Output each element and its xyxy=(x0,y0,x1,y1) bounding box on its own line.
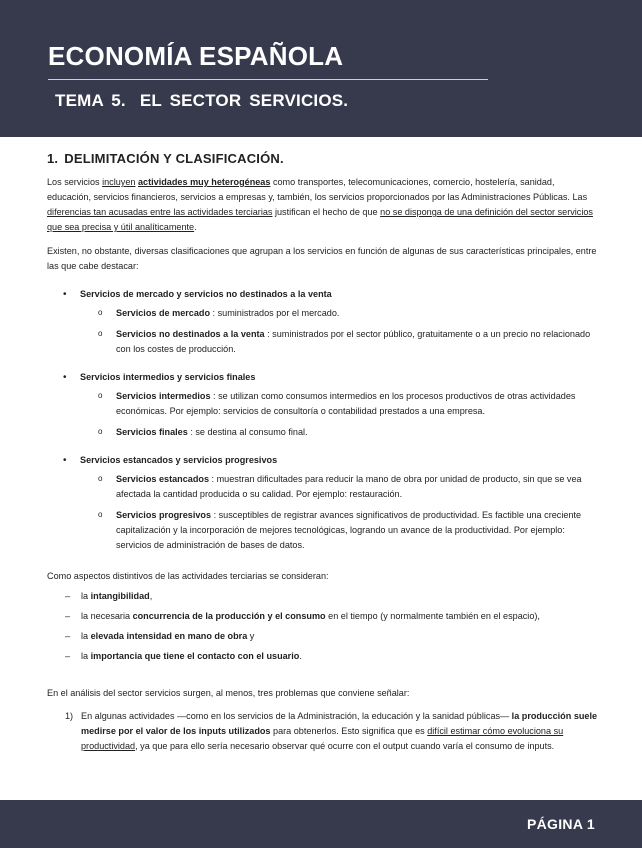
list-item: – la importancia que tiene el contacto con el usuario. xyxy=(47,649,599,664)
list-item: 1) En algunas actividades —como en los servicios de la Administración, la educación y la sanidad públicas— la producción suele medirse por el valor de los inputs utilizados para obtenerlos. Esto significa que es difícil estimar cómo evoluciona su productividad, ya que para ello sería necesario observar qué ocurre con el output cuando varía el consumo de inputs. xyxy=(65,711,598,751)
list-item: o Servicios progresivos : susceptibles de registrar avances significativos de productividad. Es factible una creciente capitalización y la incorporación de mejores tecnológicas, logrando un avance de la productividad. Por ejemplo: servicios de administración de bases de datos. xyxy=(80,508,599,553)
list-item: o Servicios estancados : muestran dificultades para reducir la mano de obra por unidad de producto, sin que se vea afectada la cantidad producida o su calidad. Por ejemplo: restauración. xyxy=(80,472,599,502)
title-divider xyxy=(48,79,488,80)
list-marker: 1) xyxy=(65,711,74,721)
classification-list xyxy=(47,287,599,553)
page-content xyxy=(47,151,599,754)
aspects-intro: Como aspectos distintivos de las actividades terciarias se consideran: xyxy=(47,571,329,581)
list-item: o Servicios no destinados a la venta : suministrados por el sector público, gratuitamente o a un precio no relacionado con los costes de producción. xyxy=(80,327,599,357)
list-item: o Servicios de mercado : suministrados por el mercado. xyxy=(80,306,599,321)
section-heading xyxy=(47,151,599,166)
list-item: o Servicios finales : se destina al consumo final. xyxy=(80,425,599,440)
list-item: • Servicios intermedios y servicios finales o Servicios intermedios : se utilizan como consumos intermedios en los procesos productivos de otras actividades económicas. Por ejemplo: servicios de consultoría o contabilidad prestados a una empresa. o Servicios finales : se destina al consumo final. xyxy=(47,370,599,440)
section-number: 1. xyxy=(47,151,59,166)
list-item: – la necesaria concurrencia de la producción y el consumo en el tiempo (y normalmente también en el espacio), xyxy=(47,609,599,624)
list-item: • Servicios estancados y servicios progresivos o Servicios estancados : muestran dificultades para reducir la mano de obra por unidad de producto, sin que se vea afectada la cantidad producida o su calidad. Por ejemplo: restauración. o Servicios progresivos : susceptibles de registrar avances significativos de productividad. Es factible una creciente capitalización y la incorporación de mejores tecnológicas, logrando un avance de la productividad. Por ejemplo: servicios de administración de bases de datos. xyxy=(47,453,599,553)
problems-intro: En el análisis del sector servicios surgen, al menos, tres problemas que conviene señalar: xyxy=(47,688,410,698)
list-item: • Servicios de mercado y servicios no destinados a la venta o Servicios de mercado : suministrados por el mercado. o Servicios no destinados a la venta : suministrados por el sector público, gratuitamente o a un precio no relacionado con los costes de producción. xyxy=(47,287,599,357)
intro-paragraph: Los servicios incluyen actividades muy heterogéneas como transportes, telecomunicaciones, comercio, hostelería, sanidad, educación, servicios financieros, servicios a empresas y, también, los servicios proporcionados por las Administraciones Públicas. Las diferencias tan acusadas entre las actividades terciarias justifican el hecho de que no se disponga de una definición del sector servicios que sea precisa y útil analíticamente. xyxy=(47,177,593,232)
problems-list xyxy=(47,709,599,754)
topic-number: TEMA 5. xyxy=(55,91,126,110)
classification-intro: Existen, no obstante, diversas clasificaciones que agrupan a los servicios en función de algunas de sus características principales, entre las que cabe destacar: xyxy=(47,246,597,271)
topic-name: EL SECTOR SERVICIOS. xyxy=(139,91,349,110)
list-item: – la elevada intensidad en mano de obra y xyxy=(47,629,599,644)
list-item: – la intangibilidad, xyxy=(47,589,599,604)
aspects-list xyxy=(47,589,599,664)
topic-title xyxy=(55,91,348,111)
document-title: ECONOMÍA ESPAÑOLA xyxy=(48,41,344,71)
list-item: o Servicios intermedios : se utilizan como consumos intermedios en los procesos productivos de otras actividades económicas. Por ejemplo: servicios de consultoría o contabilidad prestados a una empresa. xyxy=(80,389,599,419)
page-number: PÁGINA 1 xyxy=(526,816,595,832)
page-header xyxy=(0,0,642,137)
section-title: DELIMITACIÓN Y CLASIFICACIÓN. xyxy=(64,151,284,166)
page-footer xyxy=(0,800,642,848)
